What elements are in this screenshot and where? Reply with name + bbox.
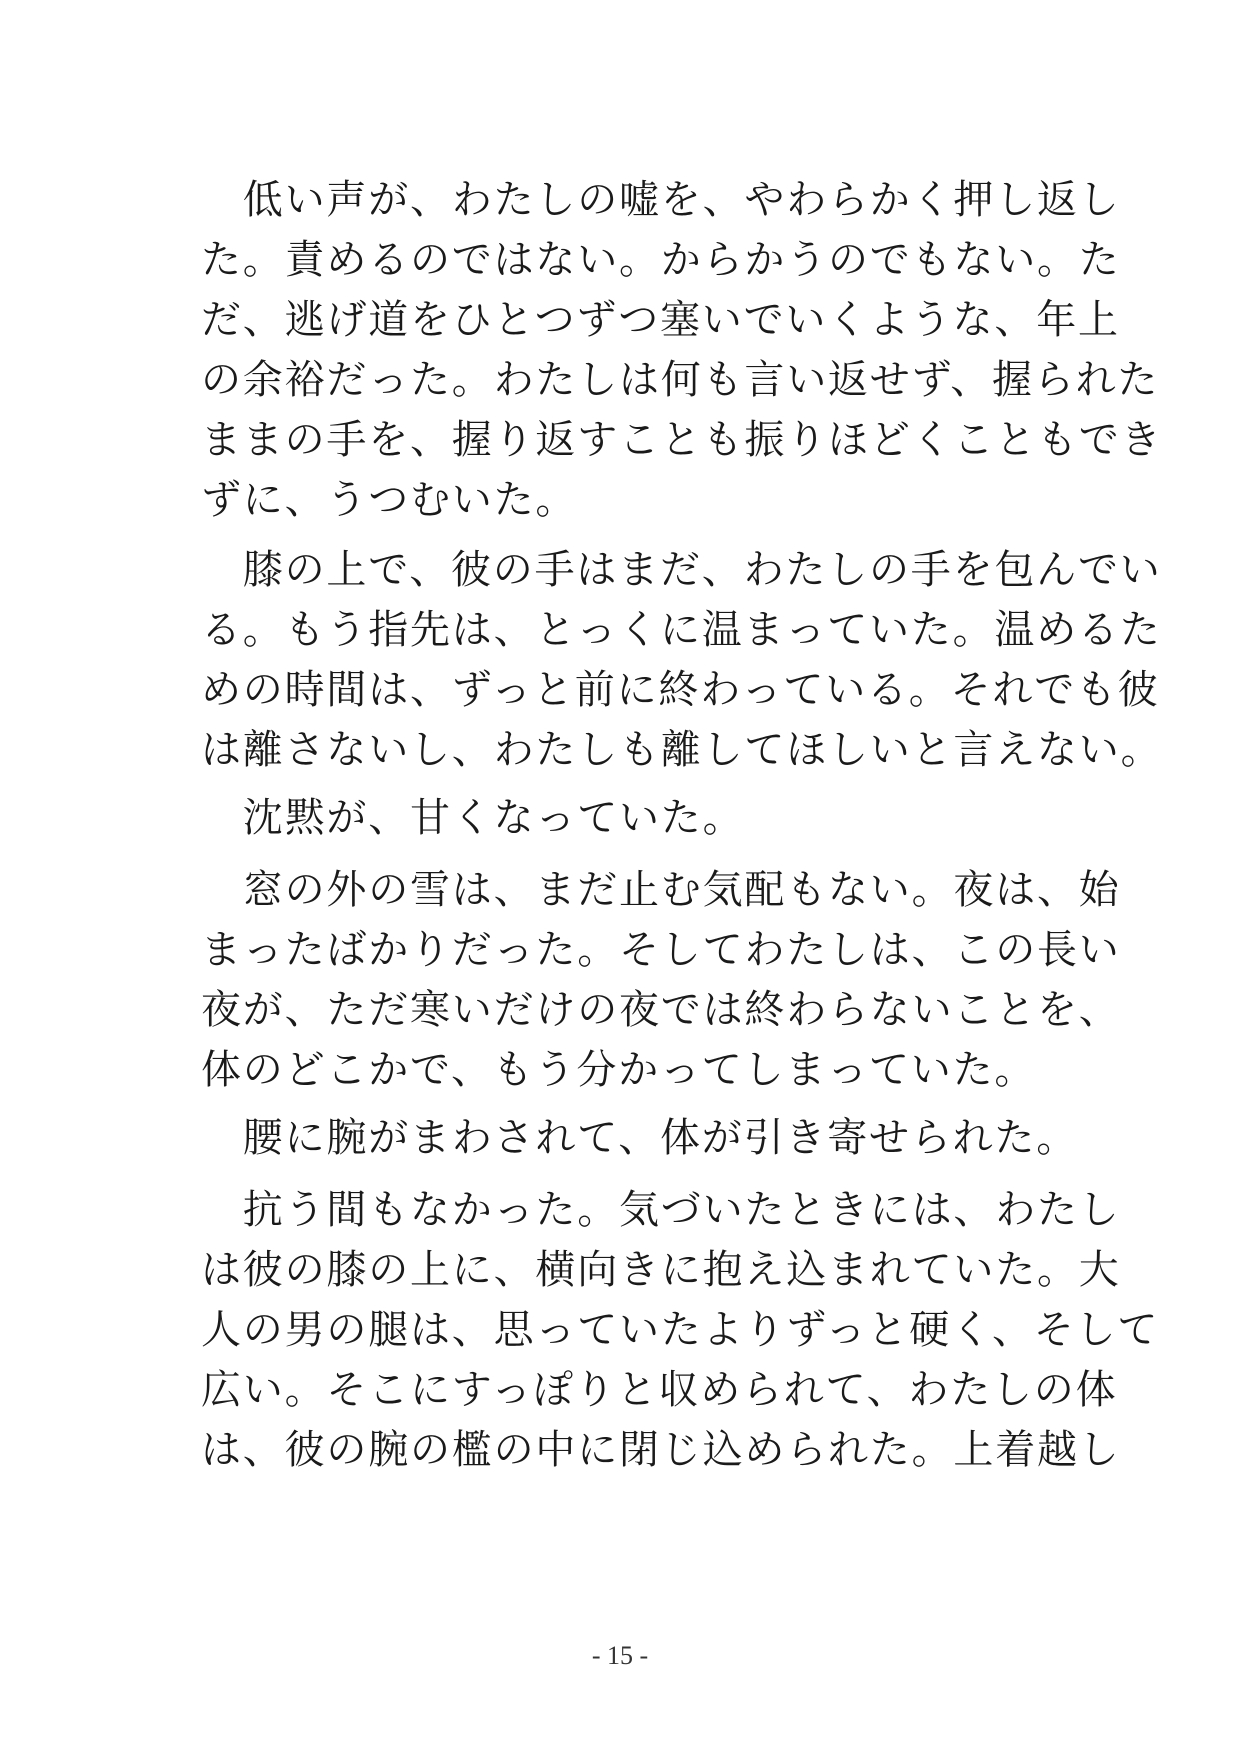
text-line: めの時間は、ずっと前に終わっている。それでも彼 [201,667,1160,713]
page-number: - 15 - [591,1641,649,1670]
text-line: ままの手を、握り返すことも振りほどくこともでき [201,417,1163,463]
text-line: の余裕だった。わたしは何も言い返せず、握られた [201,357,1160,403]
text-line: 人の男の腿は、思っていたよりずっと硬く、そして [201,1307,1160,1353]
text-line: 体のどこかで、もう分かってしまっていた。 [201,1047,1037,1093]
text-line: る。もう指先は、とっくに温まっていた。温めるた [201,607,1162,653]
text-line: 低い声が、わたしの嘘を、やわらかく押し返し [201,177,1121,223]
text-line: 窓の外の雪は、まだ止む気配もない。夜は、始 [201,867,1121,913]
text-line: た。責めるのではない。からかうのでもない。た [201,237,1121,283]
text-line: 膝の上で、彼の手はまだ、わたしの手を包んでい [201,547,1162,593]
text-line: 腰に腕がまわされて、体が引き寄せられた。 [201,1115,1078,1161]
text-line: ずに、うつむいた。 [201,477,578,523]
text-line: は、彼の腕の檻の中に閉じ込められた。上着越し [201,1427,1121,1473]
text-line: 沈黙が、甘くなっていた。 [201,795,745,841]
text-line: 抗う間もなかった。気づいたときには、わたし [201,1187,1121,1233]
text-line: 夜が、ただ寒いだけの夜では終わらないことを、 [201,987,1121,1033]
text-line: は彼の膝の上に、横向きに抱え込まれていた。大 [201,1247,1121,1293]
text-line: は離さないし、わたしも離してほしいと言えない。 [201,727,1163,773]
text-line: だ、逃げ道をひとつずつ塞いでいくような、年上 [201,297,1120,343]
text-line: 広い。そこにすっぽりと収められて、わたしの体 [201,1367,1118,1413]
text-line: まったばかりだった。そしてわたしは、この長い [201,927,1121,973]
